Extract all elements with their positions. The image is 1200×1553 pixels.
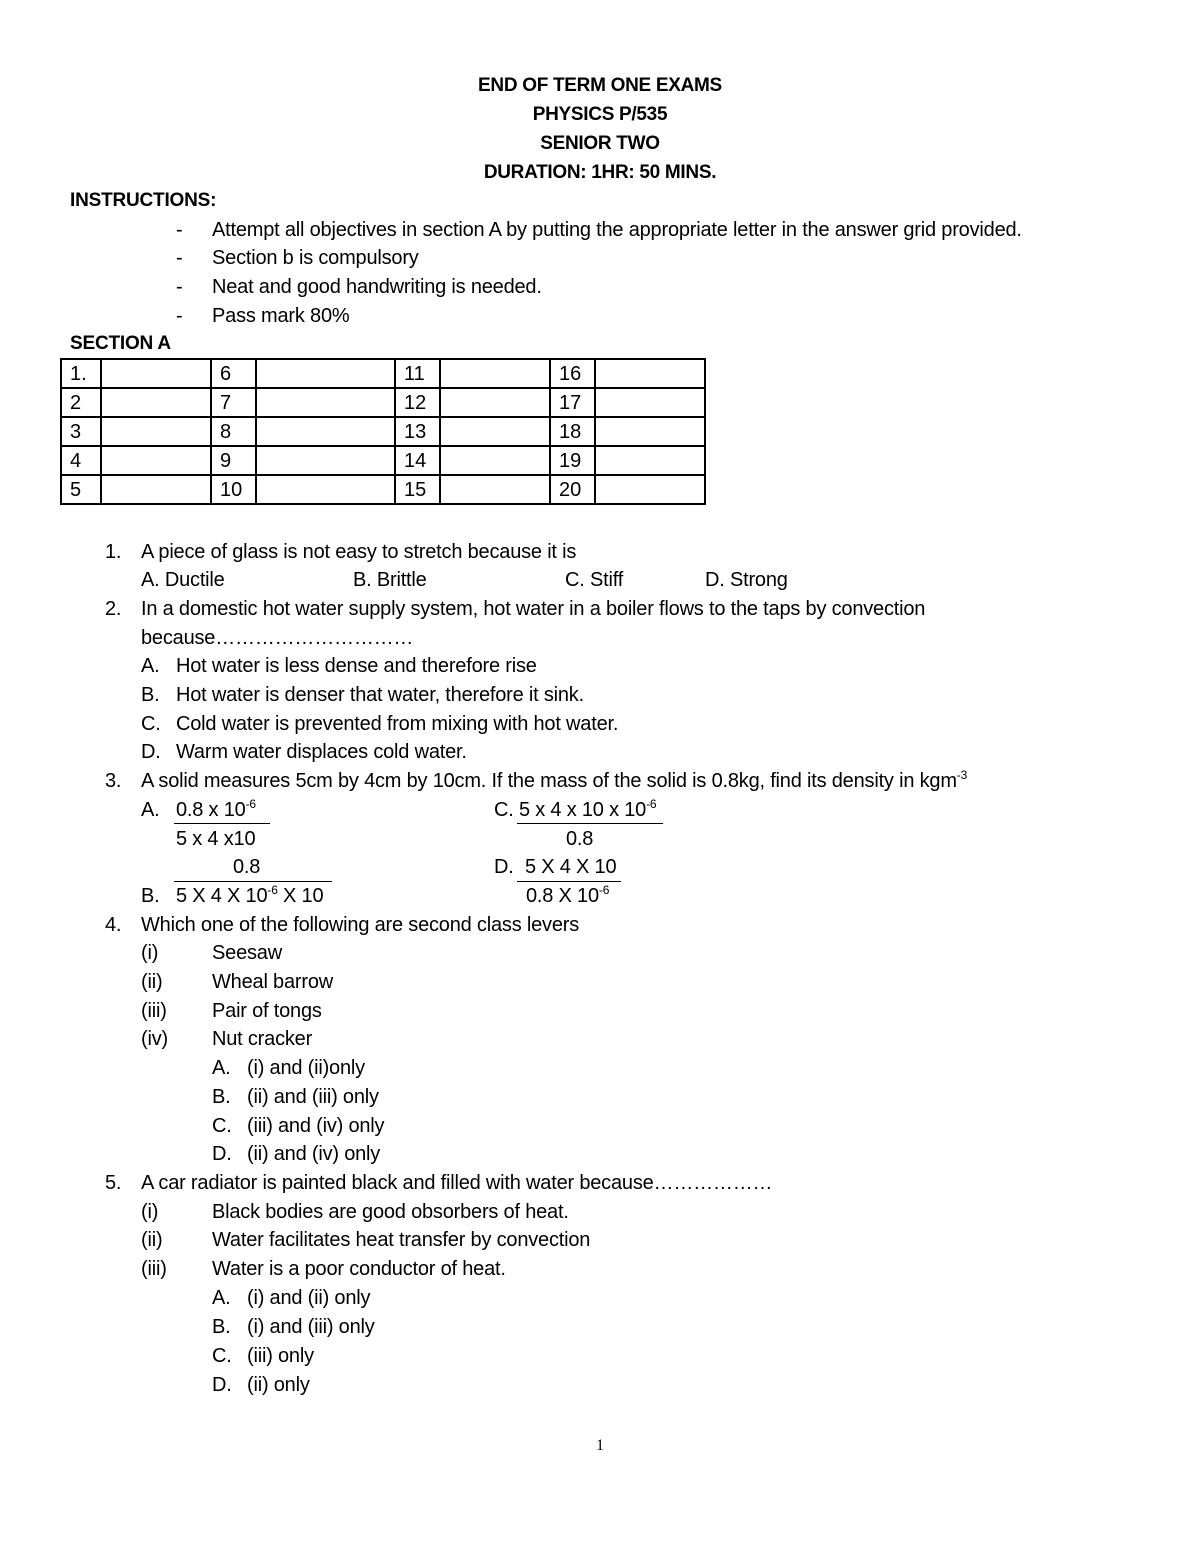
- option-a-numerator: 0.8 x $10^{-6}$: [176, 797, 256, 821]
- answer-cell[interactable]: [101, 388, 211, 417]
- roman-numeral: (i): [141, 1201, 159, 1223]
- instruction-item: Section b is compulsory: [212, 247, 419, 269]
- instruction-bullet: -: [176, 305, 183, 327]
- question-number-cell: 13: [395, 417, 440, 446]
- option-letter: C.: [212, 1115, 232, 1137]
- answer-cell[interactable]: [101, 417, 211, 446]
- option-b: B. Brittle: [353, 569, 427, 591]
- question-number-cell: 14: [395, 446, 440, 475]
- question-number-cell: 20: [550, 475, 595, 504]
- statement-text: Nut cracker: [212, 1028, 313, 1050]
- question-number-cell: 5: [61, 475, 101, 504]
- page-number: 1: [596, 1437, 604, 1454]
- option-letter: C.: [212, 1345, 232, 1367]
- option-d-label: D.: [494, 856, 514, 878]
- exam-duration: DURATION: 1HR: 50 MINS.: [483, 162, 717, 183]
- question-text: Which one of the following are second class levers: [141, 914, 580, 936]
- answer-cell[interactable]: [595, 359, 705, 388]
- question-number: 2.: [105, 598, 122, 620]
- statement-text: Water is a poor conductor of heat.: [212, 1258, 506, 1280]
- answer-cell[interactable]: [595, 417, 705, 446]
- option-a-label: A.: [141, 799, 160, 821]
- option-text: (iii) only: [247, 1345, 314, 1367]
- instruction-bullet: -: [176, 247, 183, 269]
- answer-grid: [60, 358, 706, 505]
- option-letter: D.: [212, 1374, 232, 1396]
- grid-row: [61, 359, 705, 388]
- question-number-cell: 19: [550, 446, 595, 475]
- statement-text: Black bodies are good obsorbers of heat.: [212, 1201, 569, 1223]
- question-number-cell: 6: [211, 359, 256, 388]
- question-number-cell: 16: [550, 359, 595, 388]
- question-number-cell: 8: [211, 417, 256, 446]
- question-number-cell: 4: [61, 446, 101, 475]
- section-a-heading: SECTION A: [70, 333, 171, 354]
- option-d-denominator: 0.8 X $10^{-6}$: [526, 883, 610, 907]
- answer-cell[interactable]: [256, 359, 395, 388]
- statement-text: Seesaw: [212, 942, 282, 964]
- instruction-bullet: -: [176, 219, 183, 241]
- answer-cell[interactable]: [595, 475, 705, 504]
- answer-cell[interactable]: [440, 359, 550, 388]
- option-letter: A.: [141, 655, 160, 677]
- roman-numeral: (ii): [141, 1229, 163, 1251]
- option-letter: A.: [212, 1057, 231, 1079]
- question-number-cell: 18: [550, 417, 595, 446]
- question-number: 4.: [105, 914, 122, 936]
- statement-text: Water facilitates heat transfer by convection: [212, 1229, 591, 1251]
- option-a-denominator: 5 x 4 x10: [176, 828, 256, 850]
- question-number-cell: 17: [550, 388, 595, 417]
- question-number: 5.: [105, 1172, 122, 1194]
- option-text: (i) and (ii) only: [247, 1287, 371, 1309]
- option-text: (ii) and (iii) only: [247, 1086, 379, 1108]
- option-b-label: B.: [141, 885, 160, 907]
- option-c-label: C.: [494, 799, 514, 821]
- answer-cell[interactable]: [256, 446, 395, 475]
- exam-title: END OF TERM ONE EXAMS: [478, 75, 722, 96]
- class-level: SENIOR TWO: [540, 133, 660, 154]
- option-text: Warm water displaces cold water.: [176, 741, 467, 763]
- answer-cell[interactable]: [256, 388, 395, 417]
- question-text-continued: because…………………………: [141, 627, 414, 649]
- option-d-numerator: 5 X 4 X 10: [525, 856, 617, 878]
- question-number-cell: 9: [211, 446, 256, 475]
- option-letter: D.: [212, 1143, 232, 1165]
- answer-cell[interactable]: [595, 388, 705, 417]
- answer-cell[interactable]: [440, 388, 550, 417]
- instruction-bullet: -: [176, 276, 183, 298]
- instruction-item: Attempt all objectives in section A by putting the appropriate letter in the answer grid provided.: [212, 219, 1022, 241]
- roman-numeral: (iii): [141, 1000, 167, 1022]
- statement-text: Pair of tongs: [212, 1000, 322, 1022]
- option-text: Hot water is less dense and therefore rise: [176, 655, 537, 677]
- option-text: Hot water is denser that water, therefore it sink.: [176, 684, 584, 706]
- roman-numeral: (iv): [141, 1028, 168, 1050]
- question-number-cell: 10: [211, 475, 256, 504]
- question-number-cell: 11: [395, 359, 440, 388]
- option-c: C. Stiff: [565, 569, 624, 591]
- statement-text: Wheal barrow: [212, 971, 333, 993]
- answer-cell[interactable]: [256, 417, 395, 446]
- roman-numeral: (iii): [141, 1258, 167, 1280]
- roman-numeral: (ii): [141, 971, 163, 993]
- option-c-numerator: 5 x 4 x 10 x $10^{-6}$: [519, 797, 657, 821]
- paper-code: PHYSICS P/535: [532, 104, 668, 125]
- instruction-item: Neat and good handwriting is needed.: [212, 276, 542, 298]
- option-d: D. Strong: [705, 569, 788, 591]
- option-letter: B.: [141, 684, 160, 706]
- question-number: 1.: [105, 541, 122, 563]
- question-text: A solid measures 5cm by 4cm by 10cm. If the mass of the solid is 0.8kg, find its density in kgm$^{-3}$: [141, 768, 968, 792]
- grid-row: [61, 417, 705, 446]
- answer-cell[interactable]: [101, 359, 211, 388]
- question-number-cell: 1.: [61, 359, 101, 388]
- option-b-denominator: 5 X 4 X $10^{-6}$ X 10: [176, 883, 324, 907]
- option-text: (i) and (ii)only: [247, 1057, 365, 1079]
- roman-numeral: (i): [141, 942, 159, 964]
- question-number: 3.: [105, 770, 122, 792]
- grid-row: [61, 475, 705, 504]
- answer-cell[interactable]: [440, 446, 550, 475]
- instructions-heading: INSTRUCTIONS:: [70, 190, 217, 211]
- option-text: (i) and (iii) only: [247, 1316, 375, 1338]
- fraction-bar: [174, 881, 332, 882]
- option-letter: B.: [212, 1086, 231, 1108]
- option-letter: C.: [141, 713, 161, 735]
- option-c-denominator: 0.8: [566, 828, 594, 850]
- question-text: In a domestic hot water supply system, hot water in a boiler flows to the taps by convection: [141, 598, 926, 620]
- option-letter: A.: [212, 1287, 231, 1309]
- option-letter: B.: [212, 1316, 231, 1338]
- answer-cell[interactable]: [256, 475, 395, 504]
- question-number-cell: 12: [395, 388, 440, 417]
- question-number-cell: 2: [61, 388, 101, 417]
- option-text: (ii) and (iv) only: [247, 1143, 381, 1165]
- question-number-cell: 15: [395, 475, 440, 504]
- option-b-numerator: 0.8: [233, 856, 261, 878]
- answer-cell[interactable]: [440, 417, 550, 446]
- fraction-bar: [517, 823, 663, 824]
- fraction-bar: [517, 881, 621, 882]
- option-text: (ii) only: [247, 1374, 310, 1396]
- superscript: -3: [956, 768, 968, 782]
- answer-cell[interactable]: [101, 475, 211, 504]
- option-a: A. Ductile: [141, 569, 225, 591]
- grid-row: [61, 446, 705, 475]
- question-text: A piece of glass is not easy to stretch because it is: [141, 541, 577, 563]
- option-letter: D.: [141, 741, 161, 763]
- grid-row: [61, 388, 705, 417]
- question-number-cell: 3: [61, 417, 101, 446]
- question-number-cell: 7: [211, 388, 256, 417]
- fraction-bar: [174, 823, 270, 824]
- answer-cell[interactable]: [101, 446, 211, 475]
- option-text: (iii) and (iv) only: [247, 1115, 385, 1137]
- instruction-item: Pass mark 80%: [212, 305, 350, 327]
- answer-cell[interactable]: [440, 475, 550, 504]
- answer-cell[interactable]: [595, 446, 705, 475]
- question-text: A car radiator is painted black and filled with water because………………: [141, 1172, 773, 1194]
- option-text: Cold water is prevented from mixing with hot water.: [176, 713, 619, 735]
